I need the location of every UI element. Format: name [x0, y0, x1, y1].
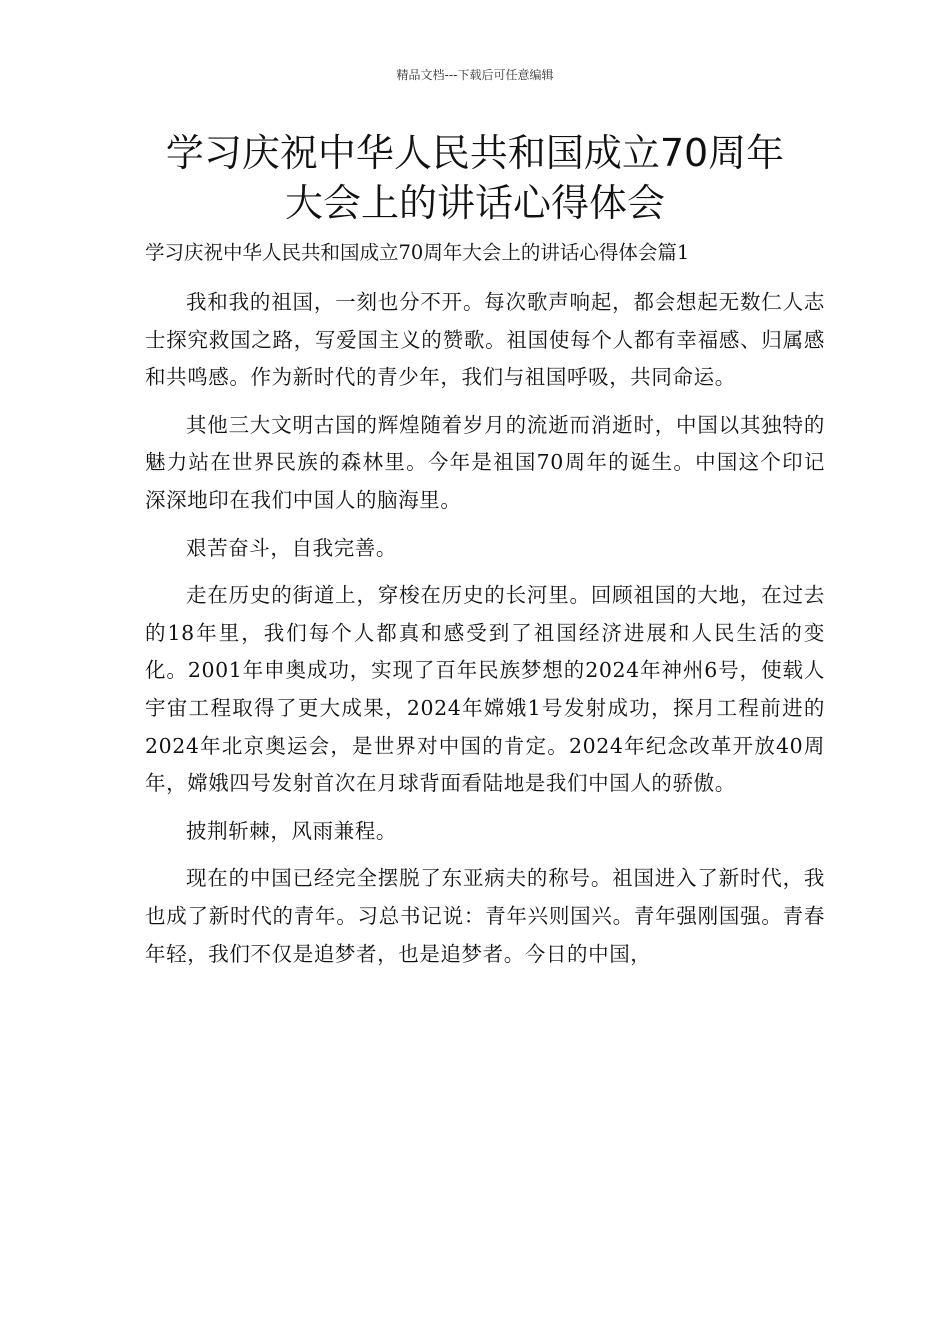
paragraph: 艰苦奋斗，自我完善。 [186, 535, 397, 560]
title-line-1: 学习庆祝中华人民共和国成立70周年 [165, 131, 785, 175]
paragraph: 现在的中国已经完全摆脱了东亚病夫的称号。祖国进入了新时代，我也成了新时代的青年。习总书记说：青年兴则国兴。青年强刚国强。青春年轻，我们不仅是追梦者，也是追梦者。今日的中国， [145, 866, 825, 966]
paragraph: 走在历史的街道上，穿梭在历史的长河里。回顾祖国的大地，在过去的18年里，我们每个人都真和感受到了祖国经济进展和人民生活的变化。2001年申奥成功，实现了百年民族梦想的2024年神州6号，使载人宇宙工程取得了更大成果，2024年嫦娥1号发射成功，探月工程前进的2024年北京奥运会，是世界对中国的肯定。2024年纪念改革开放40周年，嫦娥四号发射首次在月球背面看陆地是我们中国人的骄傲。 [145, 583, 825, 796]
document-title [60, 128, 890, 228]
title-line-2: 大会上的讲话心得体会 [284, 181, 665, 225]
section-subtitle: 学习庆祝中华人民共和国成立70周年大会上的讲话心得体会篇1 [145, 241, 690, 264]
header-note: 精品文档---下载后可任意编辑 [396, 68, 554, 82]
paragraph: 披荆斩棘，风雨兼程。 [186, 818, 397, 843]
paragraph: 我和我的祖国，一刻也分不开。每次歌声响起，都会想起无数仁人志士探究救国之路，写爱国主义的赞歌。祖国使每个人都有幸福感、归属感和共鸣感。作为新时代的青少年，我们与祖国呼吸，共同命运。 [145, 290, 825, 390]
document-body [145, 284, 825, 983]
paragraph: 其他三大文明古国的辉煌随着岁月的流逝而消逝时，中国以其独特的魅力站在世界民族的森林里。今年是祖国70周年的诞生。中国这个印记深深地印在我们中国人的脑海里。 [145, 412, 825, 512]
